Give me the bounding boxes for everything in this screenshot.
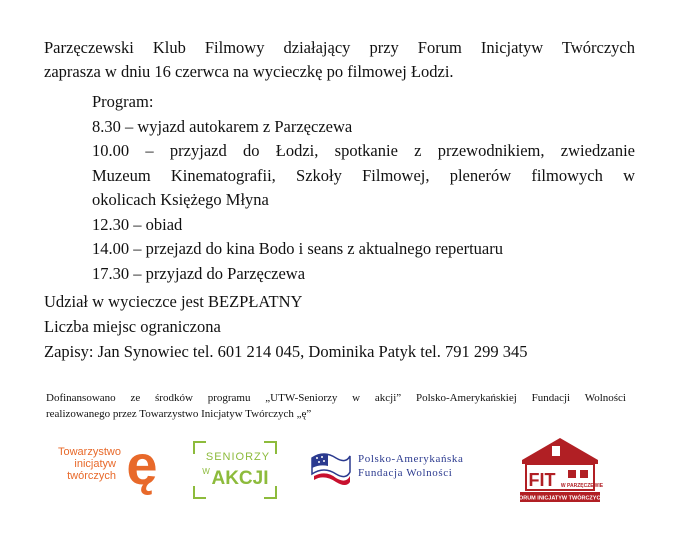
program-item: 17.30 – przyjazd do Parzęczewa bbox=[92, 263, 306, 283]
limited-seats-notice: Liczba miejsc ograniczona bbox=[44, 317, 221, 336]
paff-logo bbox=[306, 448, 496, 488]
tit-logo-glyph: ę bbox=[126, 440, 158, 496]
program-item: okolicach Księżego Młyna bbox=[92, 190, 269, 209]
program-item: 10.00 – przyjazd do Łodzi, spotkanie z przewodnikiem, zwiedzanie bbox=[92, 141, 635, 160]
paff-logo-line-2: Fundacja Wolności bbox=[358, 467, 453, 479]
intro-line-2: zaprasza w dniu 16 czerwca na wycieczkę po filmowej Łodzi. bbox=[44, 62, 454, 81]
fit-logo bbox=[512, 434, 608, 506]
funding-line-2: realizowanego przez Towarzystwo Inicjatyw Twórczych „ę” bbox=[46, 408, 312, 420]
seniorzy-logo-w: W bbox=[202, 467, 210, 476]
signup-contacts: Zapisy: Jan Synowiec tel. 601 214 045, Dominika Patyk tel. 791 299 345 bbox=[44, 342, 528, 361]
sponsor-logos bbox=[0, 430, 683, 510]
program-heading: Program: bbox=[92, 92, 154, 111]
funding-line-1: Dofinansowano ze środków programu „UTW-Seniorzy w akcji” Polsko-Amerykańskiej Fundacji Wolności bbox=[46, 392, 626, 404]
paff-flag-icon bbox=[306, 448, 354, 488]
tit-logo-line-1: Towarzystwo bbox=[58, 446, 121, 458]
tit-logo bbox=[58, 440, 168, 500]
program-item: 12.30 – obiad bbox=[92, 214, 183, 234]
seniorzy-logo-top: SENIORZY bbox=[205, 451, 271, 463]
program-list bbox=[92, 90, 635, 286]
tit-logo-line-2: inicjatyw bbox=[74, 458, 116, 470]
seniorzy-w-akcji-logo bbox=[192, 440, 278, 500]
fit-logo-sub-1: W PARZĘCZEWIE bbox=[560, 483, 604, 489]
fit-logo-badge: FIT bbox=[528, 470, 556, 490]
program-item: Muzeum Kinematografii, Szkoły Filmowej, plenerów filmowych w bbox=[92, 165, 635, 185]
paff-logo-line-1: Polsko-Amerykańska bbox=[358, 453, 464, 465]
program-item: 8.30 – wyjazd autokarem z Parzęczewa bbox=[92, 116, 353, 136]
intro-text bbox=[44, 36, 635, 84]
free-notice: Udział w wycieczce jest BEZPŁATNY bbox=[44, 292, 303, 311]
trip-info bbox=[44, 289, 644, 364]
program-item: 14.00 – przejazd do kina Bodo i seans z aktualnego repertuaru bbox=[92, 239, 503, 258]
funding-note bbox=[46, 390, 626, 422]
seniorzy-logo-akcji: AKCJI bbox=[211, 468, 269, 489]
intro-line-1: Parzęczewski Klub Filmowy działający przy Forum Inicjatyw Twórczych bbox=[44, 38, 635, 57]
fit-logo-sub-2: FORUM INICJATYW TWÓRCZYCH bbox=[515, 495, 605, 502]
tit-e-glyph-icon bbox=[58, 440, 168, 500]
tit-logo-line-3: twórczych bbox=[67, 470, 116, 482]
